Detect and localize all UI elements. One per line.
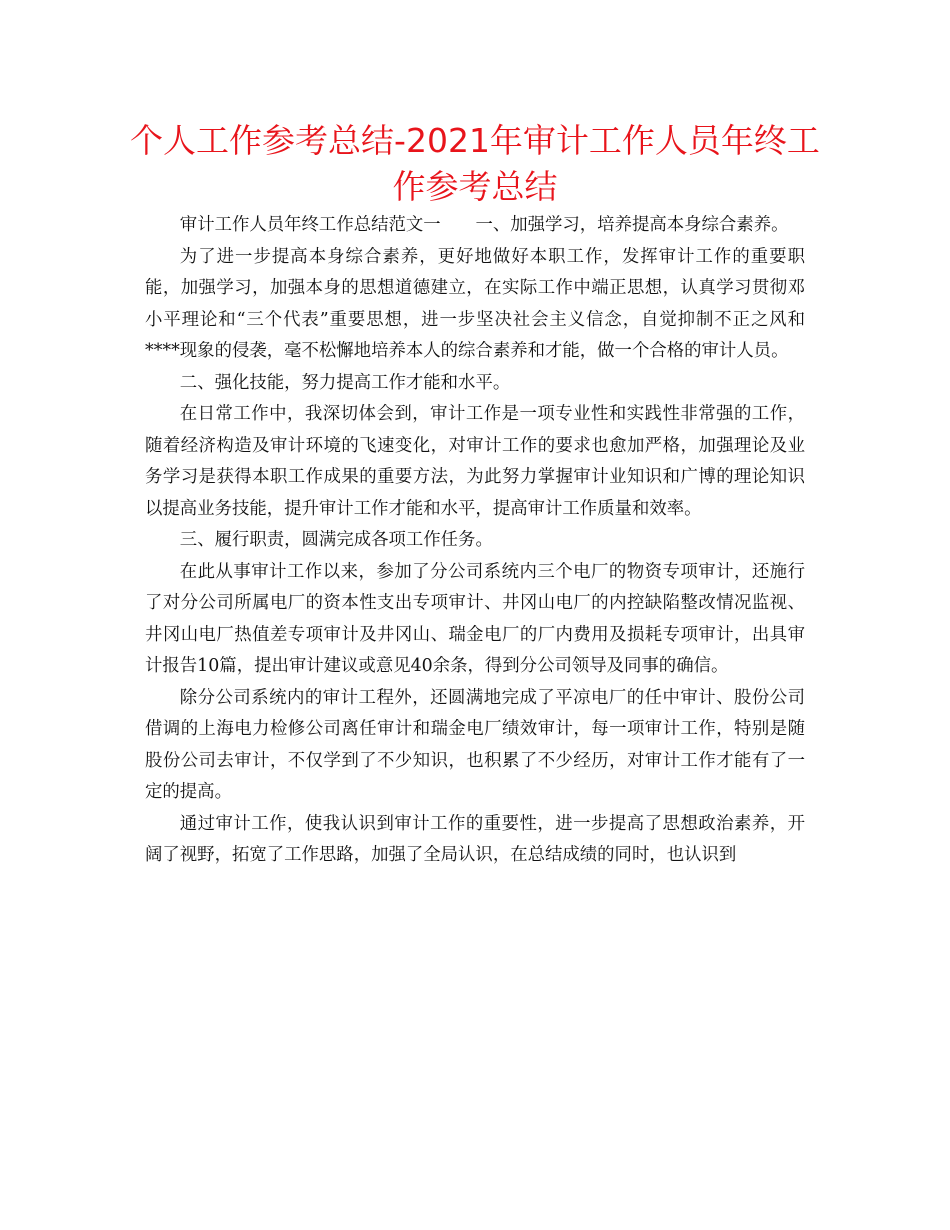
- document-body: [145, 210, 805, 872]
- paragraph-8: 通过审计工作，使我认识到审计工作的重要性，进一步提高了思想政治素养，开阔了视野，拓宽了工作思路，加强了全局认识，在总结成绩的同时，也认识到: [145, 813, 805, 865]
- paragraph-4: 在日常工作中，我深切体会到，审计工作是一项专业性和实践性非常强的工作，随着经济构造及审计环境的飞速变化，对审计工作的要求也愈加严格，加强理论及业务学习是获得本职工作成果的重要方法，为此努力掌握审计业知识和广博的理论知识以提高业务技能，提升审计工作才能和水平，提高审计工作质量和效率。: [145, 404, 805, 519]
- paragraph-6: 在此从事审计工作以来，参加了分公司系统内三个电厂的物资专项审计，还施行了对分公司所属电厂的资本性支出专项审计、井冈山电厂的内控缺陷整改情况监视、井冈山电厂热值差专项审计及井冈山、瑞金电厂的厂内费用及损耗专项审计，出具审计报告10篇，提出审计建议或意见40余条，得到分公司领导及同事的确信。: [145, 561, 805, 676]
- paragraph-7: 除分公司系统内的审计工程外，还圆满地完成了平凉电厂的任中审计、股份公司借调的上海电力检修公司离任审计和瑞金电厂绩效审计，每一项审计工作，特别是随股份公司去审计，不仅学到了不少知识，也积累了不少经历，对审计工作才能有了一定的提高。: [145, 687, 805, 802]
- document-title: 个人工作参考总结-2021年审计工作人员年终工作参考总结: [130, 121, 820, 206]
- paragraph-1: 审计工作人员年终工作总结范文一 一、加强学习，培养提高本身综合素养。: [179, 215, 789, 235]
- paragraph-2: 为了进一步提高本身综合素养，更好地做好本职工作，发挥审计工作的重要职能，加强学习，加强本身的思想道德建立，在实际工作中端正思想，认真学习贯彻邓小平理论和“三个代表”重要思想，进一步坚决社会主义信念，自觉抑制不正之风和****现象的侵袭，毫不松懈地培养本人的综合素养和才能，做一个合格的审计人员。: [145, 246, 805, 361]
- paragraph-3: 二、强化技能，努力提高工作才能和水平。: [179, 372, 511, 393]
- paragraph-5: 三、履行职责，圆满完成各项工作任务。: [179, 530, 493, 550]
